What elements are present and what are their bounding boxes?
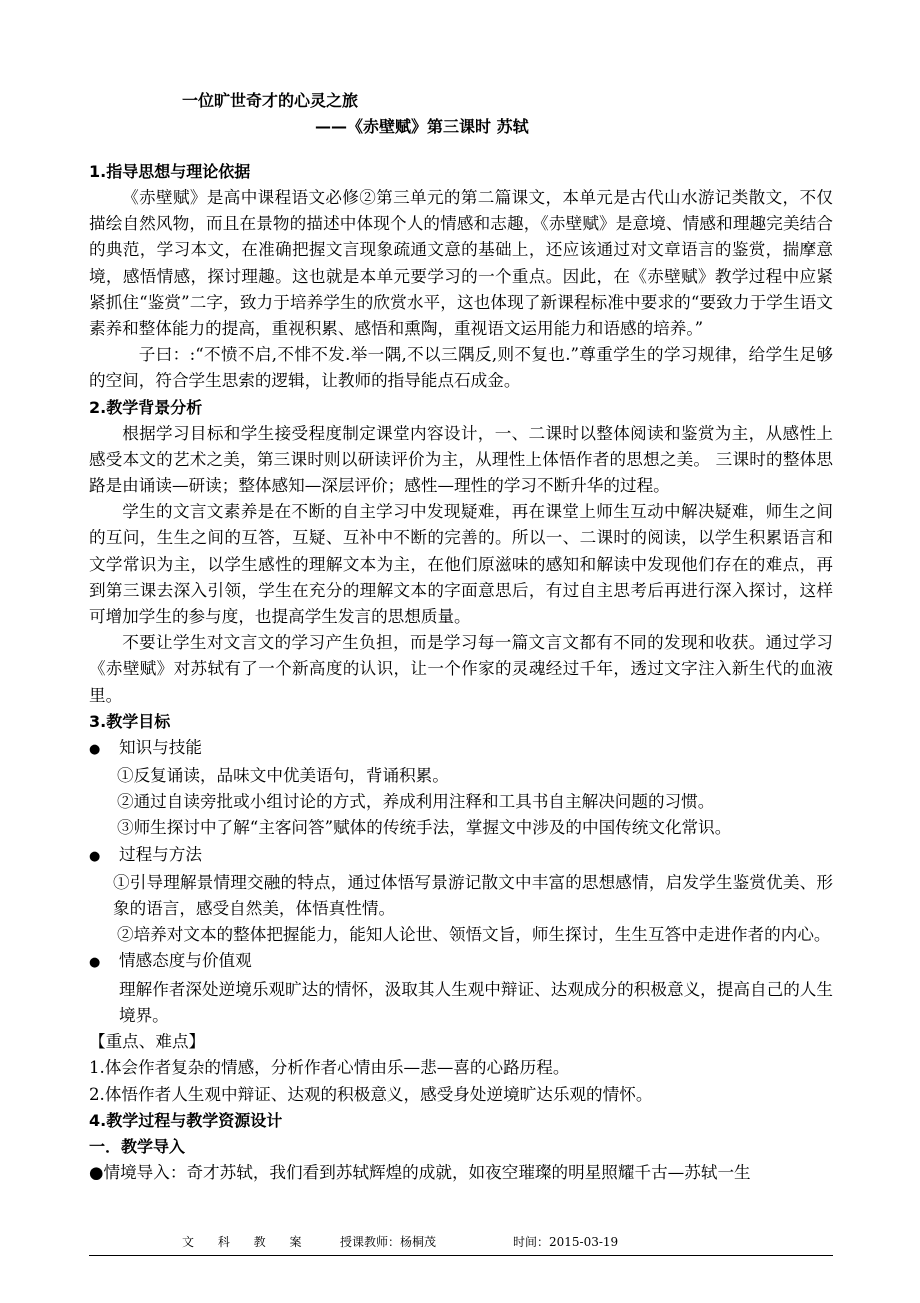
bullet-label: 情感态度与价值观 [119,951,252,971]
bullet-item [89,948,833,976]
section-heading-4: 4.教学过程与教学资源设计 [89,1110,283,1130]
bullet-label: 过程与方法 [119,844,202,864]
paragraph: 子曰：:“不愤不启,不悱不发.举一隅,不以三隅反,则不复也.”尊重学生的学习规律，给学生足够的空间，符合学生思索的逻辑，让教师的指导能点石成金。 [89,345,833,391]
bullet-icon: ● [89,741,101,757]
paragraph: 理解作者深处逆境乐观旷达的情怀，汲取其人生观中辩证、达观成分的积极意义，提高自己的人生境界。 [119,979,833,1025]
list-item: ②通过自读旁批或小组讨论的方式，养成利用注释和工具书自主解决问题的习惯。 [117,792,715,812]
key-point: 1.体会作者复杂的情感，分析作者心情由乐—悲—喜的心路历程。 [89,1058,570,1078]
paragraph: 学生的文言文素养是在不断的自主学习中发现疑难，再在课堂上师生互动中解决疑难，师生之间的互问，生生之间的互答，互疑、互补中不断的完善的。所以一、二课时的阅读，以学生积累语言和文学常识为主，以学生感性的理解文本为主，在他们原滋味的感知和解读中发现他们存在的难点，再到第三课去深入引领，学生在充分的理解文本的字面意思后，有过自主思考后再进行深入探讨，这样可增加学生的参与度，也提高学生发言的思想质量。 [89,502,833,627]
spacer [89,140,833,159]
bullet-item [89,842,833,870]
paragraph: 《赤壁赋》是高中课程语文必修②第三单元的第二篇课文，本单元是古代山水游记类散文，不仅描绘自然风物，而且在景物的描述中体现个人的情感和志趣，《赤壁赋》是意境、情感和理趣完美结合的典范，学习本文，在准确把握文言现象疏通文意的基础上，还应该通过对文章语言的鉴赏，揣摩意境，感悟情感，探讨理趣。这也就是本单元要学习的一个重点。因此，在《赤壁赋》教学过程中应紧紧抓住“鉴赏”二字，致力于培养学生的欣赏水平，这也体现了新课程标准中要求的“要致力于学生语文素养和整体能力的提高，重视积累、感悟和熏陶，重视语文运用能力和语感的培养。” [89,188,833,339]
subsection-heading: 一．教学导入 [89,1136,186,1156]
footer-teacher: 授课教师：杨桐茂 [340,1235,437,1249]
paragraph: 根据学习目标和学生接受程度制定课堂内容设计，一、二课时以整体阅读和鉴赏为主，从感性上感受本文的艺术之美，第三课时则以研读评价为主，从理性上体悟作者的思想之美。 三课时的整体思路是由诵读—研读；整体感知—深层评价；感性—理性的学习不断升华的过程。 [89,423,833,496]
bullet-icon: ● [89,848,101,864]
key-point: 2.体悟作者人生观中辩证、达观的积极意义，感受身处逆境旷达乐观的情怀。 [89,1084,653,1104]
footer-date: 时间：2015-03-19 [513,1235,619,1249]
list-item: ①反复诵读，品味文中优美语句，背诵积累。 [117,766,449,786]
page-footer [89,1234,833,1256]
list-item: ①引导理解景情理交融的特点，通过体悟写景游记散文中丰富的思想感情，启发学生鉴赏优美、形象的语言，感受自然美，体悟真性情。 [113,872,833,919]
section-heading-2: 2.教学背景分析 [89,397,203,417]
bullet-label: 知识与技能 [119,737,202,757]
paragraph: 不要让学生对文言文的学习产生负担，而是学习每一篇文言文都有不同的发现和收获。通过学习《赤壁赋》对苏轼有了一个新高度的认识，让一个作家的灵魂经过千年，透过文字注入新生代的血液里。 [89,633,833,705]
list-item: ③师生探讨中了解“主客问答”赋体的传统手法，掌握文中涉及的中国传统文化常识。 [117,818,732,838]
page-title: 一位旷世奇才的心灵之旅 [182,91,359,110]
list-item: ②培养对文本的整体把握能力，能知人论世、领悟文旨，师生探讨，生生互答中走进作者的内心。 [117,925,831,945]
section-heading-3: 3.教学目标 [89,711,171,731]
bullet-icon: ● [89,955,101,971]
section-heading-1: 1.指导思想与理论依据 [89,162,251,181]
paragraph: ●情境导入：奇才苏轼，我们看到苏轼辉煌的成就，如夜空璀璨的明星照耀千古—苏轼一生 [89,1162,751,1182]
bullet-item [89,735,833,763]
footer-doc-type: 文 科 教 案 [182,1235,312,1249]
page-subtitle: ——《赤壁赋》第三课时 苏轼 [315,117,529,136]
document-body [89,88,833,1186]
key-points-heading: 【重点、难点】 [89,1032,206,1052]
